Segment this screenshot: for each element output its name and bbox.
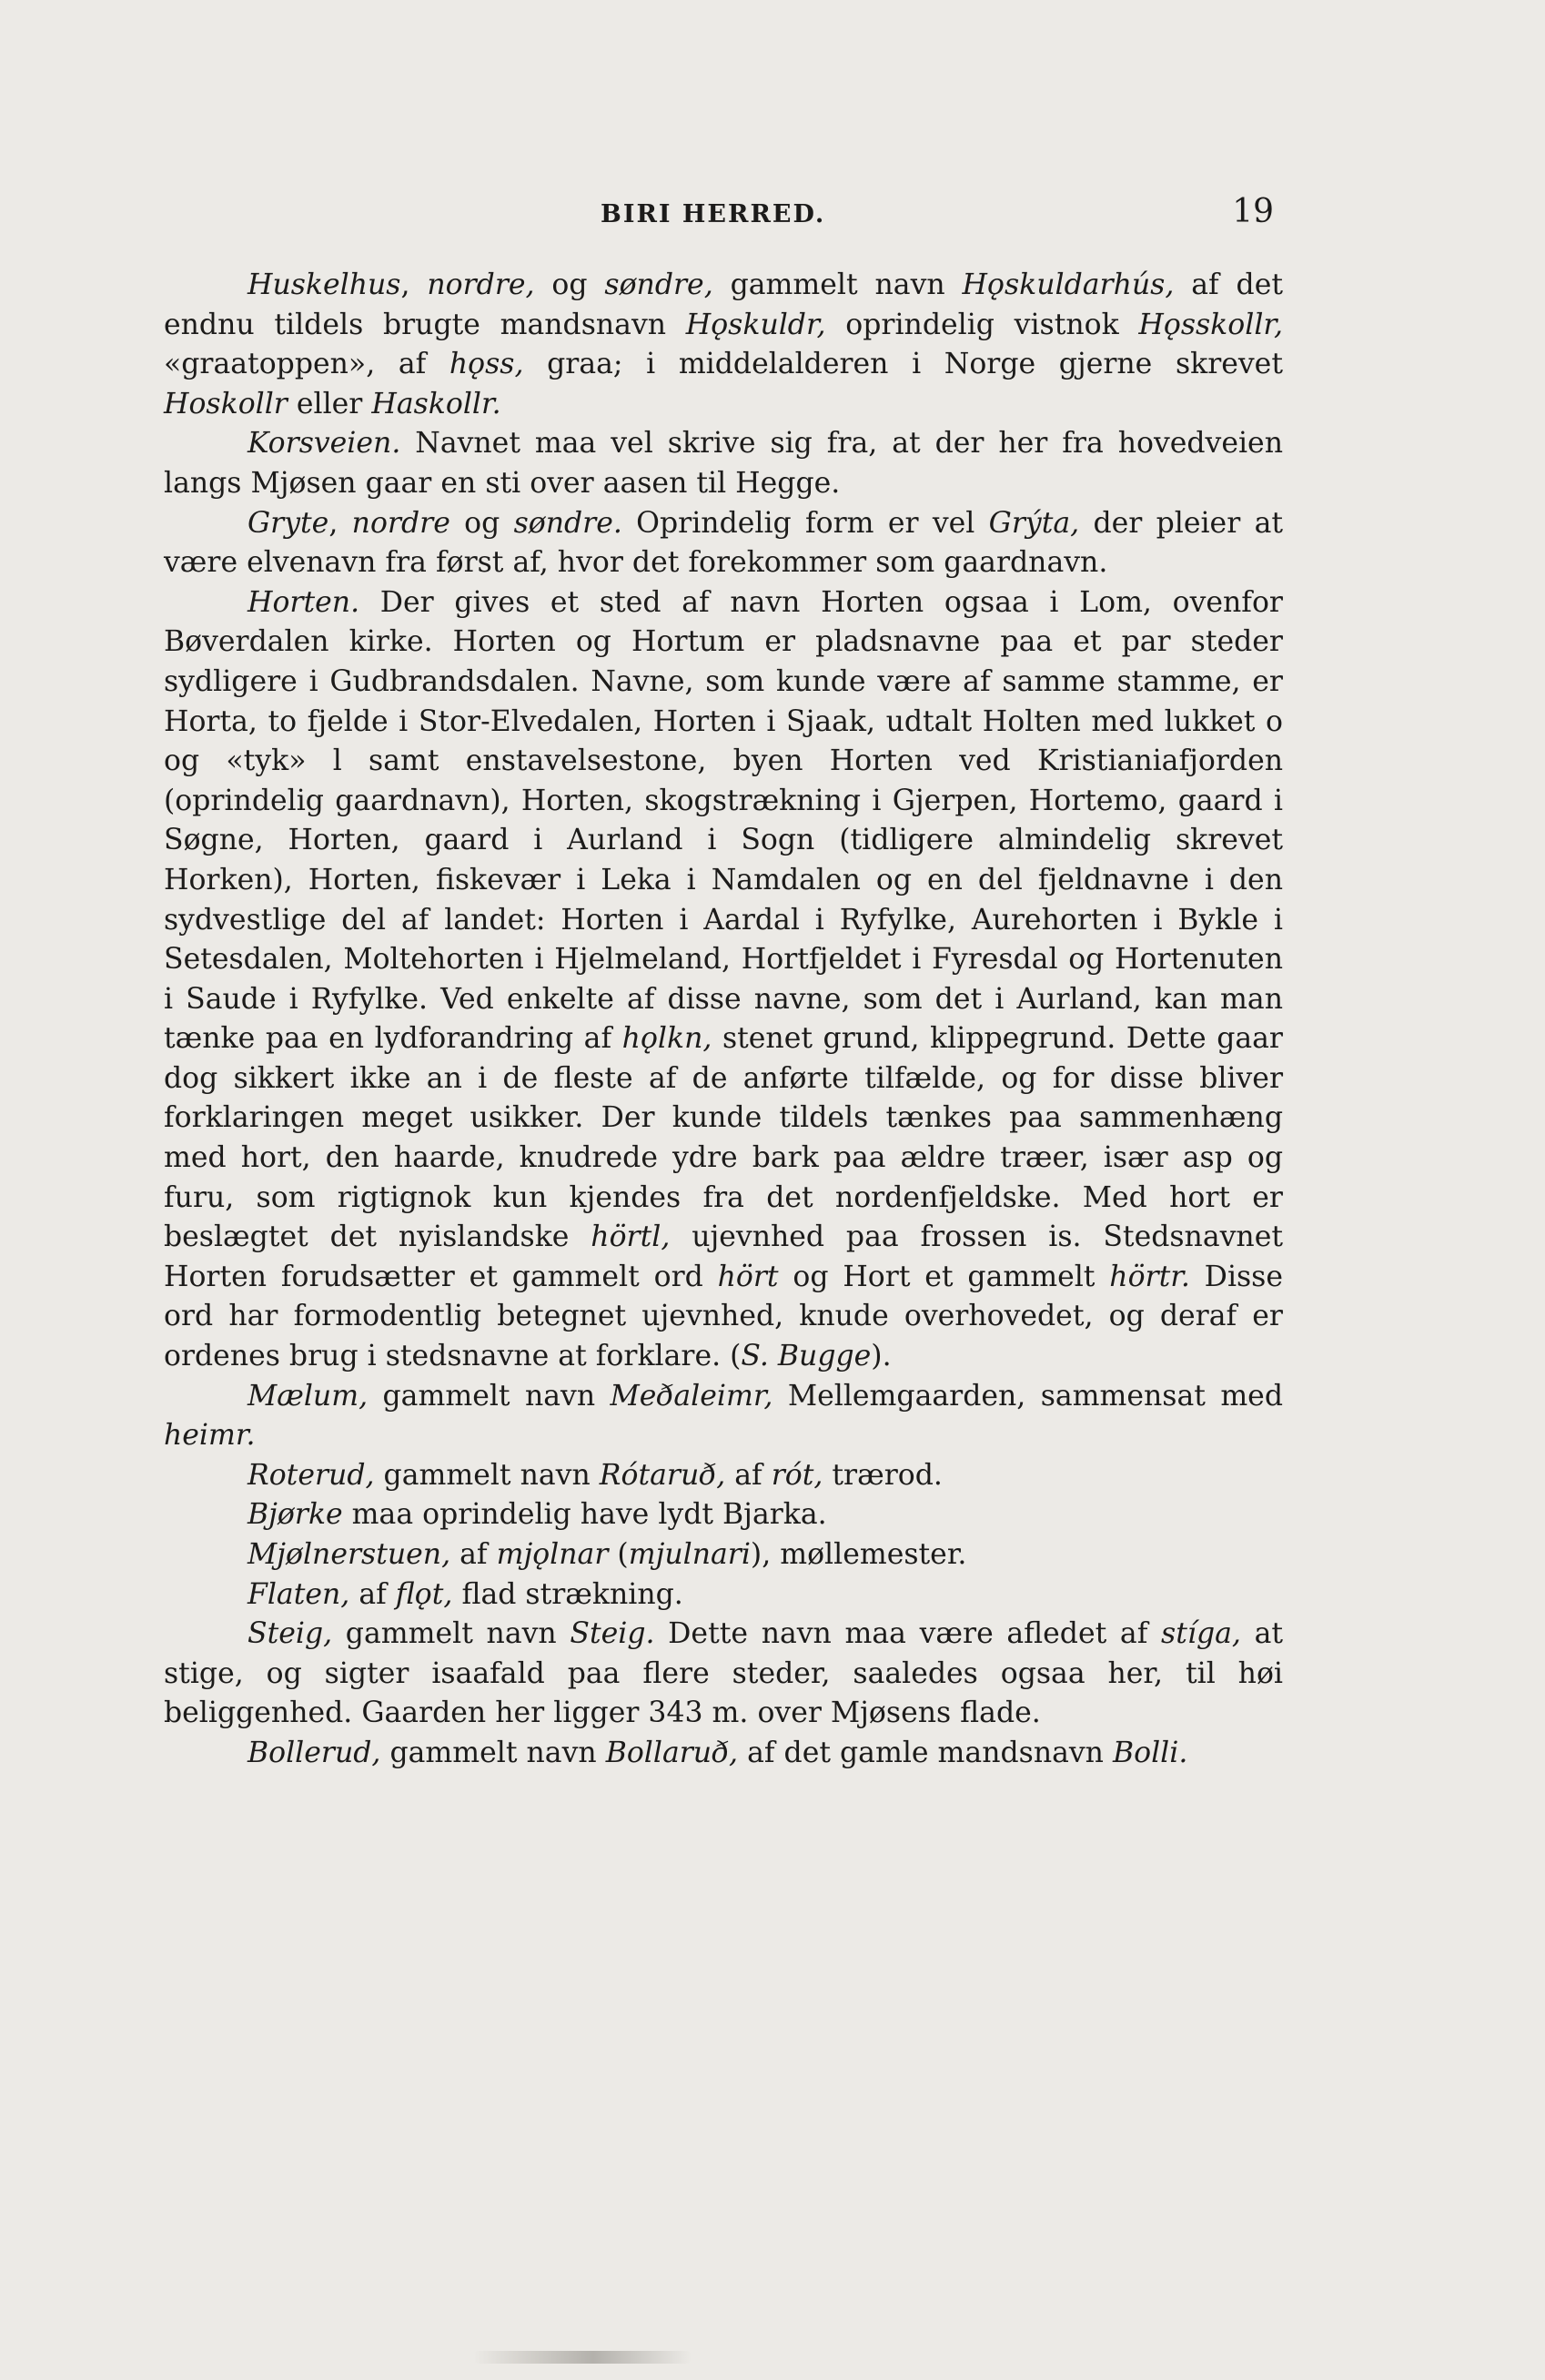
text-run: gammelt navn bbox=[368, 1379, 611, 1413]
text-run: trærod. bbox=[823, 1458, 943, 1492]
paragraph bbox=[164, 504, 1283, 583]
text-run: gammelt navn bbox=[380, 1736, 606, 1769]
italic-run: hörtl, bbox=[591, 1220, 671, 1254]
italic-run: Mælum, bbox=[247, 1379, 369, 1413]
text-run: Oprindelig form er vel bbox=[621, 506, 989, 540]
italic-run: søndre. bbox=[513, 506, 622, 540]
text-run: af det gamle mandsnavn bbox=[738, 1736, 1113, 1769]
italic-run: Rótaruð, bbox=[599, 1458, 726, 1492]
text-run: og bbox=[534, 268, 605, 301]
text-run: Der gives et sted af navn Horten ogsaa i Lom, ovenfor Bøverdalen kirke. Horten og Hortum er pladsnavne paa et par steder sydligere i Gudbrandsdalen. Navne, som kunde være af samme stamme, er Horta, to fjelde i Stor-Elvedalen, Horten i Sjaak, udtalt Holten med lukket o og «tyk» l samt enstavelsestone, byen Horten ved Kristianiafjorden (oprindelig gaardnavn), Horten, skogstrækning i Gjerpen, Hortemo, gaard i Søgne, Horten, gaard i Aurland i Sogn (tidligere almindelig skrevet Horken), Horten, fiskevær i Leka i Namdalen og en del fjeldnavne i den sydvestlige del af landet: Horten i Aardal i Ryfylke, Aurehorten i Bykle i Setesdalen, Moltehorten i Hjelmeland, Hortfjeldet i Fyresdal og Hortenuten i Saude i Ryfylke. Ved enkelte af disse navne, som det i Aurland, kan man tænke paa en lydforandring af bbox=[164, 585, 1283, 1056]
text-run: ( bbox=[608, 1538, 629, 1571]
text-run: maa oprindelig have lydt Bjarka. bbox=[342, 1498, 827, 1532]
text-run: ujevnhed paa frossen is. Stedsnavnet Horten forudsætter et gammelt ord bbox=[164, 1220, 1284, 1293]
italic-run: Huskelhus bbox=[247, 268, 401, 301]
italic-run: mjǫlnar bbox=[496, 1538, 609, 1571]
text-run: Mellemgaarden, sammensat med bbox=[772, 1379, 1283, 1413]
text-run: gammelt navn bbox=[712, 268, 963, 301]
italic-run: Gryte bbox=[247, 506, 329, 540]
italic-run: hörtr. bbox=[1109, 1260, 1190, 1293]
italic-run: Mjølnerstuen, bbox=[247, 1538, 451, 1571]
italic-run: nordre bbox=[351, 506, 450, 540]
page-header bbox=[164, 193, 1274, 244]
italic-run: flǫt, bbox=[395, 1577, 453, 1611]
italic-run: heimr. bbox=[164, 1419, 256, 1453]
italic-run: Roterud, bbox=[247, 1458, 375, 1492]
text-run: af det endnu tildels brugte mandsnavn bbox=[164, 268, 1284, 341]
paragraph bbox=[164, 583, 1283, 1377]
italic-run: nordre, bbox=[427, 268, 535, 301]
paragraph bbox=[164, 424, 1283, 503]
text-run: «graatoppen», af bbox=[164, 348, 449, 381]
text-run: eller bbox=[287, 387, 372, 420]
italic-run: hǫss, bbox=[449, 348, 524, 381]
italic-run: Hoskollr bbox=[164, 387, 288, 420]
text-run: ), møllemester. bbox=[750, 1538, 967, 1571]
italic-run: Hǫskuldr, bbox=[685, 308, 826, 341]
text-run: at stige, og sigter isaafald paa flere steder, saaledes ogsaa her, til høi beliggenhed. Gaarden her ligger 343 m. over Mjøsens flade. bbox=[164, 1617, 1284, 1730]
italic-run: Hǫskuldarhús, bbox=[962, 268, 1175, 301]
paragraph bbox=[164, 1575, 1283, 1615]
text-run: og bbox=[449, 506, 514, 540]
italic-run: Bollerud, bbox=[247, 1736, 381, 1769]
italic-run: rót, bbox=[771, 1458, 823, 1492]
text-run: , bbox=[400, 268, 428, 301]
italic-run: Steig. bbox=[570, 1617, 655, 1651]
body-text bbox=[164, 266, 1283, 1774]
text-run: af bbox=[725, 1458, 772, 1492]
text-run: af bbox=[349, 1577, 396, 1611]
running-head: BIRI HERRED. bbox=[601, 200, 826, 228]
paragraph bbox=[164, 1377, 1283, 1456]
italic-run: Korsveien. bbox=[247, 427, 401, 461]
text-run: Disse ord har formodentlig betegnet ujevnhed, knude overhovedet, og deraf er ordenes brug i stedsnavne at forklare. ( bbox=[164, 1260, 1283, 1373]
italic-run: stíga, bbox=[1161, 1617, 1241, 1651]
text-run: stenet grund, klippegrund. Dette gaar dog sikkert ikke an i de fleste af de anførte tilfælde, og for disse bliver forklaringen meget usikker. Der kunde tildels tænkes paa sammenhæng med hort, den haarde, knudrede ydre bark paa ældre træer, især asp og furu, som rigtignok kun kjendes fra det nordenfjeldske. Med hort er beslægtet det nyislandske bbox=[164, 1022, 1283, 1254]
text-run: graa; i middelalderen i Norge gjerne skrevet bbox=[523, 348, 1283, 381]
text-run: ). bbox=[871, 1340, 892, 1373]
paragraph bbox=[164, 1495, 1283, 1535]
italic-run: Bolli. bbox=[1112, 1736, 1188, 1769]
paragraph bbox=[164, 1535, 1283, 1575]
text-run: gammelt navn bbox=[332, 1617, 571, 1651]
text-run: , bbox=[328, 506, 352, 540]
italic-run: søndre, bbox=[604, 268, 713, 301]
italic-run: Steig, bbox=[247, 1617, 333, 1651]
text-run: gammelt navn bbox=[374, 1458, 600, 1492]
text-run: der pleier at være elvenavn fra først af, hvor det forekommer som gaardnavn. bbox=[164, 506, 1284, 580]
scan-smudge bbox=[473, 2351, 692, 2364]
italic-run: Bjørke bbox=[247, 1498, 343, 1532]
paragraph bbox=[164, 1734, 1283, 1774]
italic-run: Bollaruð, bbox=[605, 1736, 739, 1769]
text-run: oprindelig vistnok bbox=[825, 308, 1139, 341]
italic-run: Hǫsskollr, bbox=[1138, 308, 1283, 341]
text-run: Navnet maa vel skrive sig fra, at der her fra hovedveien langs Mjøsen gaar en sti over aasen til Hegge. bbox=[164, 427, 1283, 500]
italic-run: hört bbox=[717, 1260, 779, 1293]
paragraph bbox=[164, 1456, 1283, 1496]
italic-run: Grýta, bbox=[988, 506, 1080, 540]
italic-run: Meðaleimr, bbox=[610, 1379, 773, 1413]
italic-run: Horten. bbox=[247, 585, 360, 619]
text-run: Dette navn maa være afledet af bbox=[654, 1617, 1162, 1651]
text-run: af bbox=[450, 1538, 497, 1571]
italic-run: S. Bugge bbox=[741, 1340, 872, 1373]
paragraph bbox=[164, 1615, 1283, 1734]
italic-run: mjulnari bbox=[628, 1538, 751, 1571]
paragraph bbox=[164, 266, 1283, 424]
italic-run: hǫlkn, bbox=[621, 1022, 712, 1056]
page-number: 19 bbox=[1232, 193, 1274, 230]
text-run: og Hort et gammelt bbox=[778, 1260, 1110, 1293]
italic-run: Flaten, bbox=[247, 1577, 350, 1611]
italic-run: Haskollr. bbox=[371, 387, 501, 420]
text-run: flad strækning. bbox=[452, 1577, 683, 1611]
